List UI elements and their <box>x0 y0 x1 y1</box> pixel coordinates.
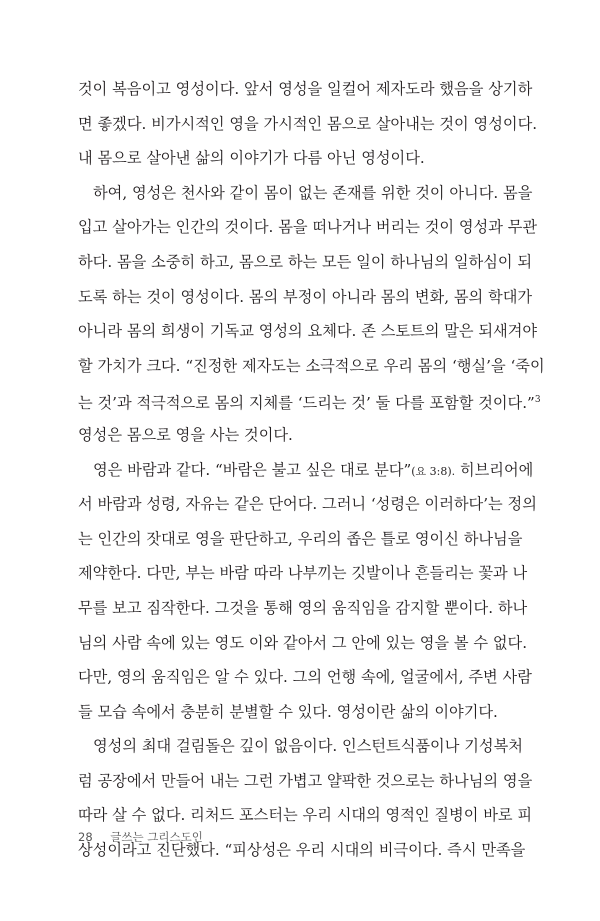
text-line: 하여, 영성은 천사와 같이 몸이 없는 존재를 위한 것이 아니다. 몸을 <box>93 183 533 202</box>
text-line: 하다. 몸을 소중히 하고, 몸으로 하는 모든 일이 하나님의 일하심이 되 <box>78 252 533 271</box>
scripture-reference: (요 3:8). <box>411 464 456 478</box>
text-line: 영성은 몸으로 영을 사는 것이다. <box>78 425 293 444</box>
text-line: 따라 살 수 없다. 리처드 포스터는 우리 시대의 영적인 질병이 바로 피 <box>78 806 533 825</box>
text-line: 럼 공장에서 만들어 내는 그런 가볍고 얄팍한 것으로는 하나님의 영을 <box>78 771 533 790</box>
running-title: 글쓰는 그리스도인 <box>110 830 203 844</box>
text-line-content: 영은 바람과 같다. “바람은 불고 싶은 대로 분다” <box>93 460 412 479</box>
text-line: 다만, 영의 움직임은 알 수 있다. 그의 언행 속에, 얼굴에서, 주변 사람 <box>78 668 532 687</box>
text-line-tail: 히브리어에 <box>455 460 534 479</box>
text-line: 아니라 몸의 희생이 기독교 영성의 요체다. 존 스토트의 말은 되새겨야 <box>78 322 538 341</box>
text-line: 제약한다. 다만, 부는 바람 따라 나부끼는 깃발이나 흔들리는 꽃과 나 <box>78 564 528 583</box>
text-line: 무를 보고 짐작한다. 그것을 통해 영의 움직임을 감지할 뿐이다. 하나 <box>78 598 528 617</box>
text-line: 도록 하는 것이 영성이다. 몸의 부정이 아니라 몸의 변화, 몸의 학대가 <box>78 287 533 306</box>
text-line: 영성의 최대 걸림돌은 깊이 없음이다. 인스턴트식품이나 기성복처 <box>93 737 523 756</box>
text-line: 입고 살아가는 인간의 것이다. 몸을 떠나거나 버리는 것이 영성과 무관 <box>78 218 538 237</box>
text-line: 상성이라고 진단했다. “피상성은 우리 시대의 비극이다. 즉시 만족을 <box>78 841 526 860</box>
text-line: 는 인간의 잣대로 영을 판단하고, 우리의 좁은 틀로 영이신 하나님을 <box>78 529 523 548</box>
text-line: 들 모습 속에서 충분히 분별할 수 있다. 영성이란 삶의 이야기다. <box>78 702 498 721</box>
body-text <box>78 72 545 868</box>
text-line: 면 좋겠다. 비가시적인 영을 가시적인 몸으로 살아내는 것이 영성이다. <box>78 114 538 133</box>
footnote-marker[interactable]: 3 <box>534 395 541 406</box>
text-line-with-reference <box>78 453 534 488</box>
text-line: 할 가치가 크다. “진정한 제자도는 소극적으로 우리 몸의 ‘행실’을 ‘죽이 <box>78 356 545 375</box>
text-line: 서 바람과 성령, 자유는 같은 단어다. 그러니 ‘성령은 이러하다’는 정의 <box>78 495 537 514</box>
text-line-with-footnote <box>78 383 541 418</box>
text-line-content: 는 것’과 적극적으로 몸의 지체를 ‘드리는 것’ 둘 다를 포함할 것이다.” <box>78 394 535 413</box>
page-number: 28 <box>78 830 93 844</box>
text-line: 것이 복음이고 영성이다. 앞서 영성을 일컬어 제자도라 했음을 상기하 <box>78 80 533 98</box>
text-line: 님의 사람 속에 있는 영도 이와 같아서 그 안에 있는 영을 볼 수 없다. <box>78 633 528 652</box>
page-footer <box>78 829 203 845</box>
text-line: 내 몸으로 살아낸 삶의 이야기가 다름 아닌 영성이다. <box>78 149 425 168</box>
